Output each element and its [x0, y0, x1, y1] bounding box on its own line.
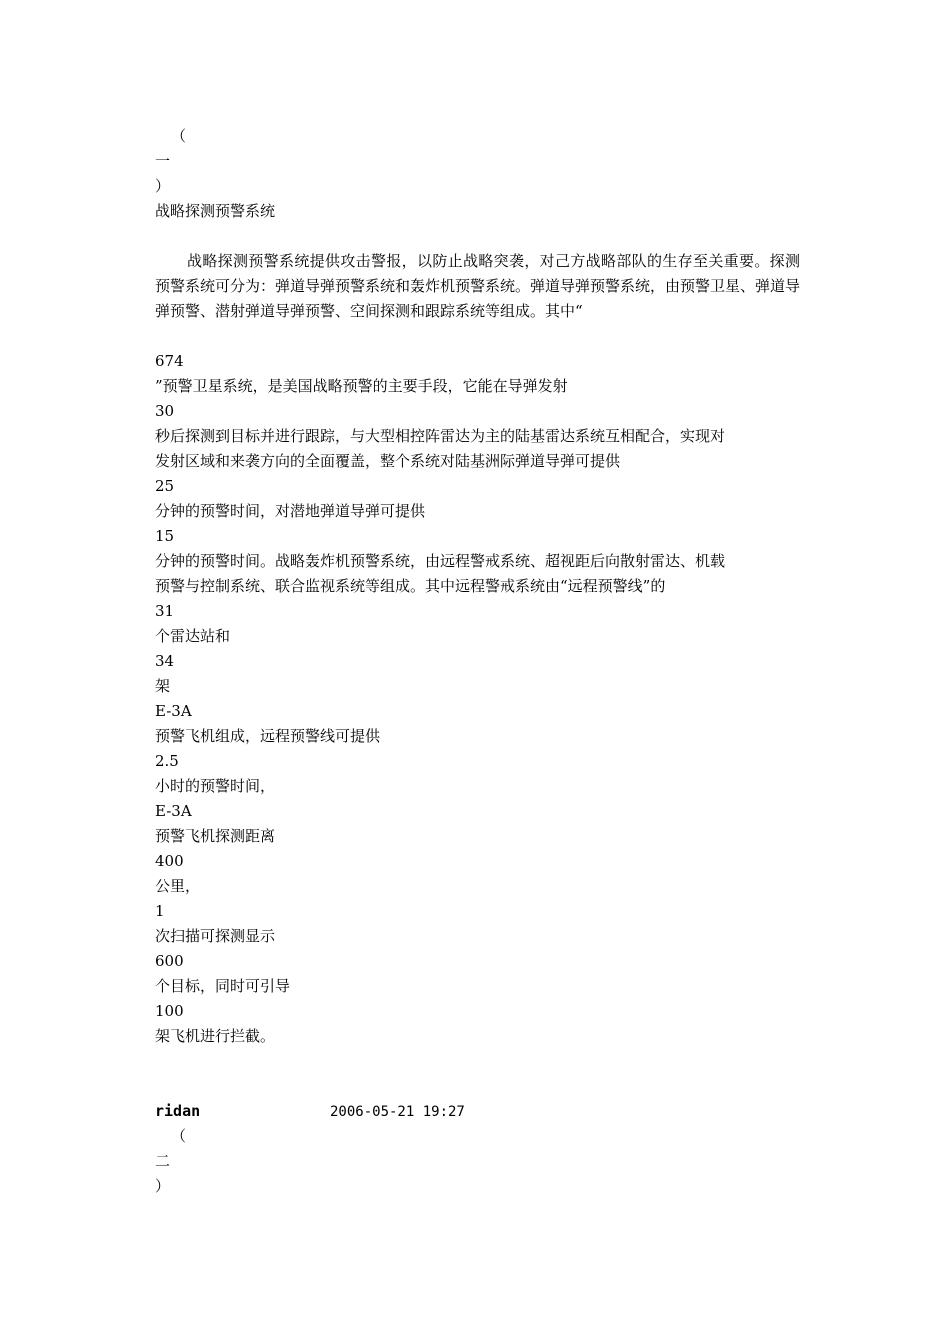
spacer	[155, 1049, 800, 1074]
spacer	[155, 324, 800, 349]
text-line: 2.5	[155, 752, 179, 770]
spacer	[155, 224, 800, 249]
text-line: 预警飞机组成，远程预警线可提供	[155, 727, 381, 745]
spacer	[155, 1074, 800, 1099]
text-line: 架	[155, 677, 171, 695]
section-1-close-paren: ）	[155, 177, 171, 195]
text-line: E-3A	[155, 802, 192, 820]
text-line: 31	[155, 602, 175, 620]
text-line: 个雷达站和	[155, 627, 231, 645]
author-name: ridan	[155, 1102, 201, 1120]
text-line: 15	[155, 527, 175, 545]
text-line: 次扫描可探测显示	[155, 927, 276, 945]
text-line: 公里，	[155, 877, 201, 895]
text-line: 30	[155, 402, 175, 420]
text-line: 100	[155, 1002, 184, 1020]
text-line: 34	[155, 652, 175, 670]
text-line: 预警与控制系统、联合监视系统等组成。其中远程警戒系统由“远程预警线”的	[155, 577, 666, 595]
text-line: 个目标，同时可引导	[155, 977, 291, 995]
text-line: 秒后探测到目标并进行跟踪，与大型相控阵雷达为主的陆基雷达系统互相配合，实现对	[155, 427, 726, 445]
section-2-open-paren: （	[171, 1127, 187, 1145]
section-1-title: 战略探测预警系统	[155, 202, 276, 220]
text-line: 预警飞机探测距离	[155, 827, 276, 845]
text-line: 架飞机进行拦截。	[155, 1027, 276, 1045]
text-line: E-3A	[155, 702, 192, 720]
text-line: 25	[155, 477, 175, 495]
text-line: 400	[155, 852, 184, 870]
text-line: 分钟的预警时间，对潜地弹道导弹可提供	[155, 502, 426, 520]
body-lines	[155, 349, 800, 1049]
text-line: 小时的预警时间，	[155, 777, 276, 795]
section-2-close-paren: ）	[155, 1177, 171, 1195]
text-line: 600	[155, 952, 184, 970]
document-body	[155, 124, 800, 1199]
post-timestamp: 2006-05-21 19:27	[330, 1104, 465, 1120]
text-line: 发射区域和来袭方向的全面覆盖，整个系统对陆基洲际弹道导弹可提供	[155, 452, 621, 470]
text-line: 674	[155, 352, 184, 370]
post-signature	[155, 1099, 800, 1124]
section-1-open-paren: （	[171, 127, 187, 145]
section-2-number: 二	[155, 1152, 171, 1170]
section-1-number: 一	[155, 152, 171, 170]
paragraph-intro: 战略探测预警系统提供攻击警报，以防止战略突袭，对己方战略部队的生存至关重要。探测预警系统可分为：弹道导弹预警系统和轰炸机预警系统。弹道导弹预警系统，由预警卫星、弹道导弹预警、潜射弹道导弹预警、空间探测和跟踪系统等组成。其中“	[155, 252, 801, 320]
text-line: 1	[155, 902, 165, 920]
text-line: ”预警卫星系统，是美国战略预警的主要手段，它能在导弹发射	[155, 377, 568, 395]
text-line: 分钟的预警时间。战略轰炸机预警系统，由远程警戒系统、超视距后向散射雷达、机载	[155, 552, 726, 570]
